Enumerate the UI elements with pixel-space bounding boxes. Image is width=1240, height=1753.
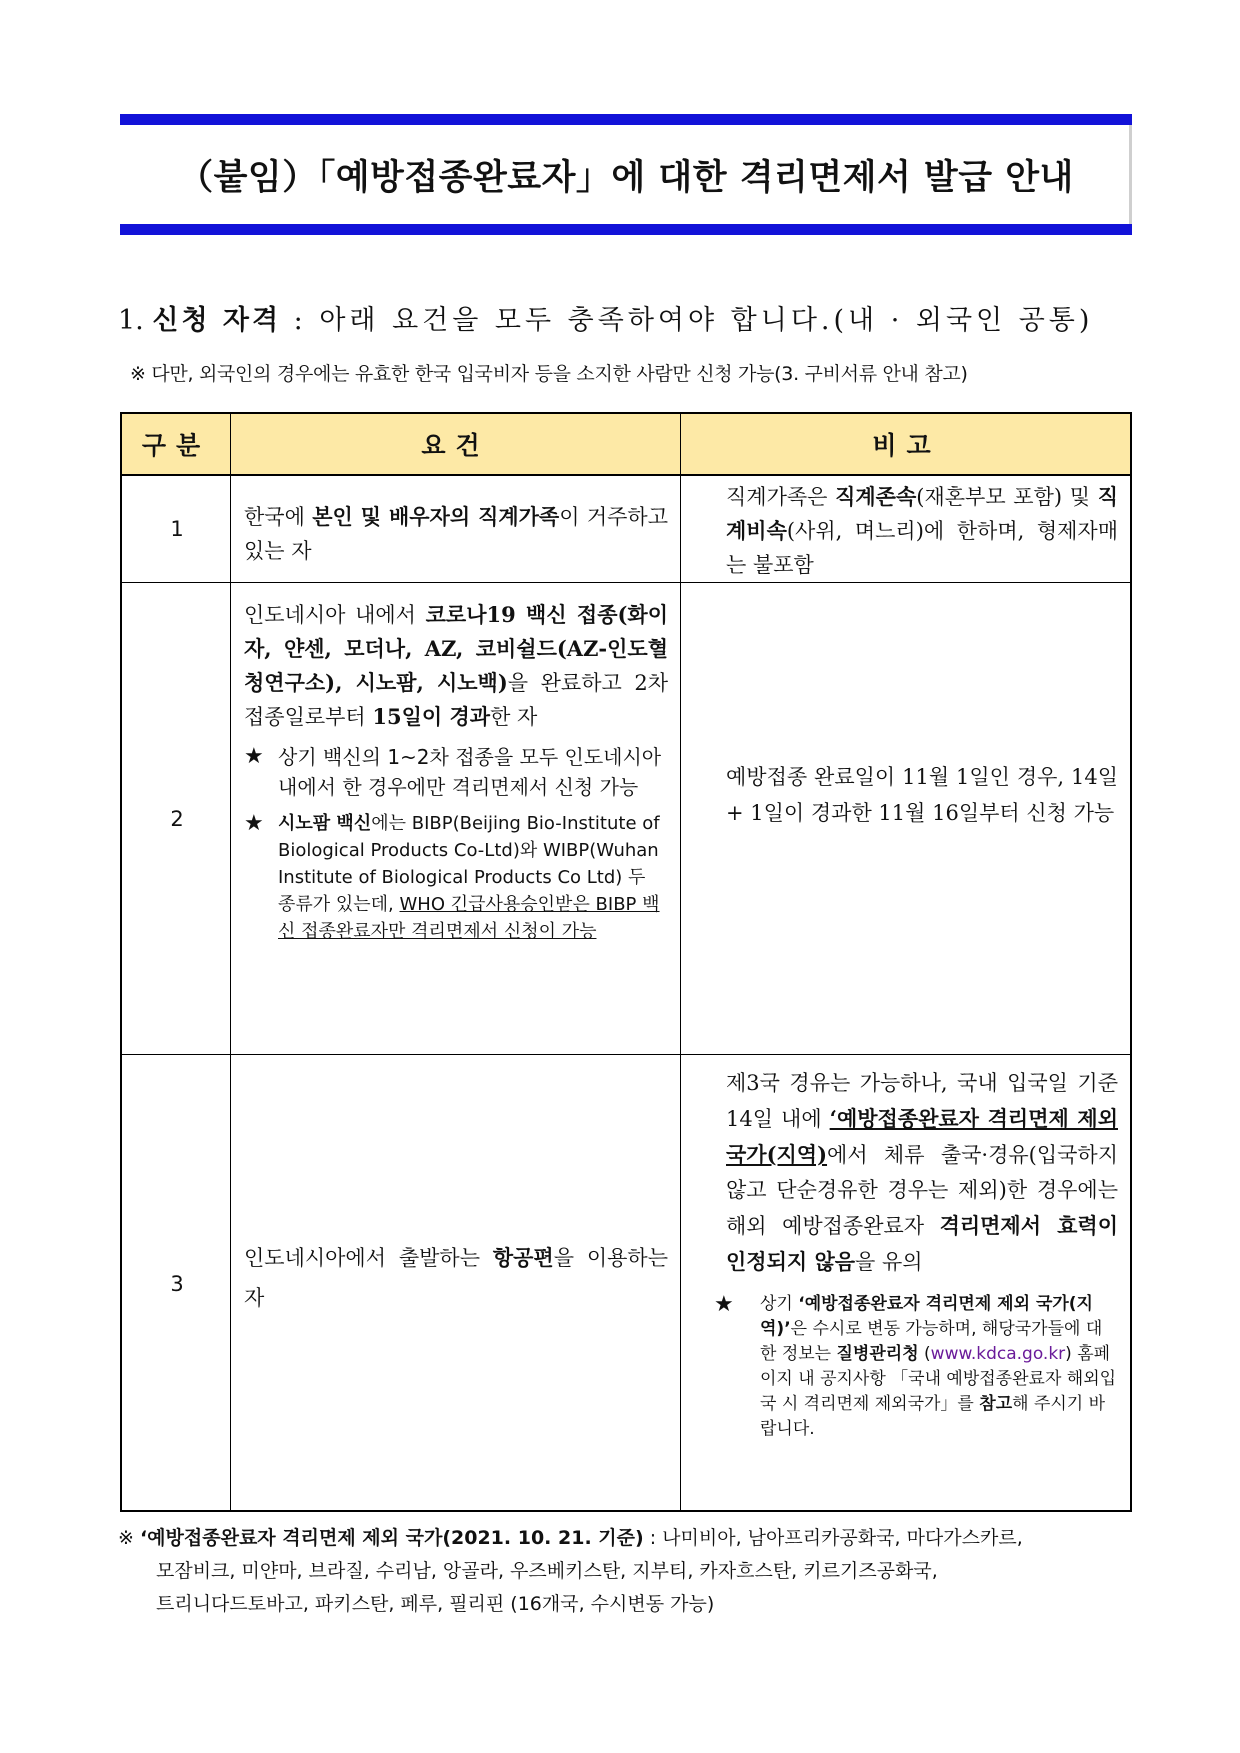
text: 제3국 경유는 가능하나, 국내 입국일 기준 14일 내에 [726,1071,1118,1131]
text: 은 수시로 변동 가능하며, 해당국가들에 대한 정보는 [760,1319,1103,1364]
row3-star-note [714,1292,1118,1442]
star-icon: ★ [244,744,264,769]
title-bar-bottom [120,224,1132,235]
row3-number: 3 [170,1271,184,1296]
text-bold: 코로나19 백신 접종(화이자, 얀센, 모더나, AZ, 코비쉴드(AZ-인도혈청연구소), 시노팜, 시노백) [244,602,668,695]
row1-number: 1 [170,517,184,541]
text: ) 홈페이지 내 공지사항 「국내 예방접종완료자 해외입국 시 격리면제 제외국가」를 [760,1344,1117,1414]
requirements-table [120,412,1132,1512]
text-bold: 직계비속 [726,484,1118,543]
text-bold: 직계존속 [835,484,917,509]
text-bold: 격리면제서 효력이 인정되지 않음 [726,1213,1118,1274]
text: (사위, 며느리)에 한하며, 형제자매는 불포함 [726,519,1118,577]
footnote-line2: 모잠비크, 미얀마, 브라질, 수리남, 앙골라, 우즈베키스탄, 지부티, 카자흐스탄, 키르기즈공화국, [156,1560,938,1582]
row2-star-note-1 [244,742,668,802]
row-divider [122,582,1130,583]
text-bold: 질병관리청 [836,1344,919,1364]
row2-star-note-2 [244,810,668,945]
section1-heading [118,298,1093,337]
kdca-link[interactable]: www.kdca.go.kr [930,1344,1066,1364]
text-bold: 시노팜 백신 [278,813,372,834]
document-title: （붙임）「예방접종완료자」에 대한 격리면제서 발급 안내 [178,158,1074,198]
text: 을 이용하는 자 [244,1246,669,1310]
footnote-mark: ※ [118,1527,140,1549]
header-remarks: 비고 [872,431,941,460]
header-category: 구분 [141,431,211,460]
row3-main-text [726,1066,1118,1280]
text: 상기 백신의 1~2차 접종을 모두 인도네시아 내에서 한 경우에만 격리면제서 신청 가능 [278,745,662,799]
star-icon: ★ [714,1292,734,1317]
footnote-line3: 트리니다드토바고, 파키스탄, 페루, 필리핀 (16개국, 수시변동 가능) [156,1593,715,1615]
text: 을 완료하고 2차 접종일로부터 [244,671,668,729]
text: ( [918,1344,931,1364]
text: 에서 체류 출국·경유(입국하지 않고 단순경유한 경우는 제외)한 경우에는 해외 예방접종완료자 [726,1143,1118,1238]
text-bold: 15일이 경과 [372,704,491,729]
row2-remarks: 예방접종 완료일이 11월 1일인 경우, 14일 + 1일이 경과한 11월 16일부터 신청 가능 [726,765,1118,825]
row-divider [122,1054,1130,1055]
text: 이 거주하고 있는 자 [244,505,668,563]
text-bold: 본인 및 배우자의 직계가족 [312,504,560,529]
text-bold: 항공편 [492,1245,554,1270]
row1-remarks [726,480,1118,582]
title-bar-top [120,114,1132,125]
text: 한 자 [490,705,538,729]
text: (재혼부모 포함) 및 [916,485,1098,509]
text-underline: WHO 긴급사용승인받은 BIBP 백신 접종완료자만 격리면제서 신청이 가능 [278,894,660,942]
text: 직계가족은 [726,485,836,509]
text: 인도네시아 내에서 [244,603,426,627]
text: 인도네시아에서 출발하는 [244,1246,493,1270]
star-icon: ★ [244,811,264,836]
text-bold: ‘예방접종완료자 격리면제 제외 국가(지역)’ [760,1294,1093,1339]
title-box [120,114,1132,236]
text: 상기 [760,1294,799,1314]
row3-remarks [714,1066,1118,1442]
row2-requirement [244,598,668,945]
row2-number: 2 [170,806,184,831]
row1-requirement [244,500,668,568]
header-requirement: 요건 [421,431,490,460]
row3-requirement [244,1238,668,1318]
section1-label: 신청 자격 [152,305,282,336]
text: 한국에 [244,505,313,529]
col-divider [680,414,681,1510]
row2-main-text [244,598,668,734]
footnote-label: ‘예방접종완료자 격리면제 제외 국가(2021. 10. 21. 기준) [139,1527,644,1549]
section1-desc: : 아래 요건을 모두 충족하여야 합니다.(내 · 외국인 공통) [281,305,1094,336]
text-bold-underline: ‘예방접종완료자 격리면제 제외 국가(지역) [726,1106,1118,1167]
text-bold: 참고 [979,1394,1013,1414]
text: 에는 BIBP(Beijing Bio-Institute of Biological Products Co-Ltd)와 WIBP(Wuhan Institute of Biological Products Co Ltd) 두 종류가 있는데, [278,813,660,915]
text: 해 주시기 바랍니다. [760,1394,1106,1439]
header-divider [122,474,1130,476]
section1-number: 1. [118,305,144,336]
text: 을 유의 [855,1250,923,1274]
text: : 나미비아, 남아프리카공화국, 마다가스카르, [643,1527,1023,1549]
section1-note: ※ 다만, 외국인의 경우에는 유효한 한국 입국비자 등을 소지한 사람만 신청 가능(3. 구비서류 안내 참고) [130,363,968,385]
footnote-line1 [118,1522,1134,1555]
footnote [118,1522,1134,1621]
